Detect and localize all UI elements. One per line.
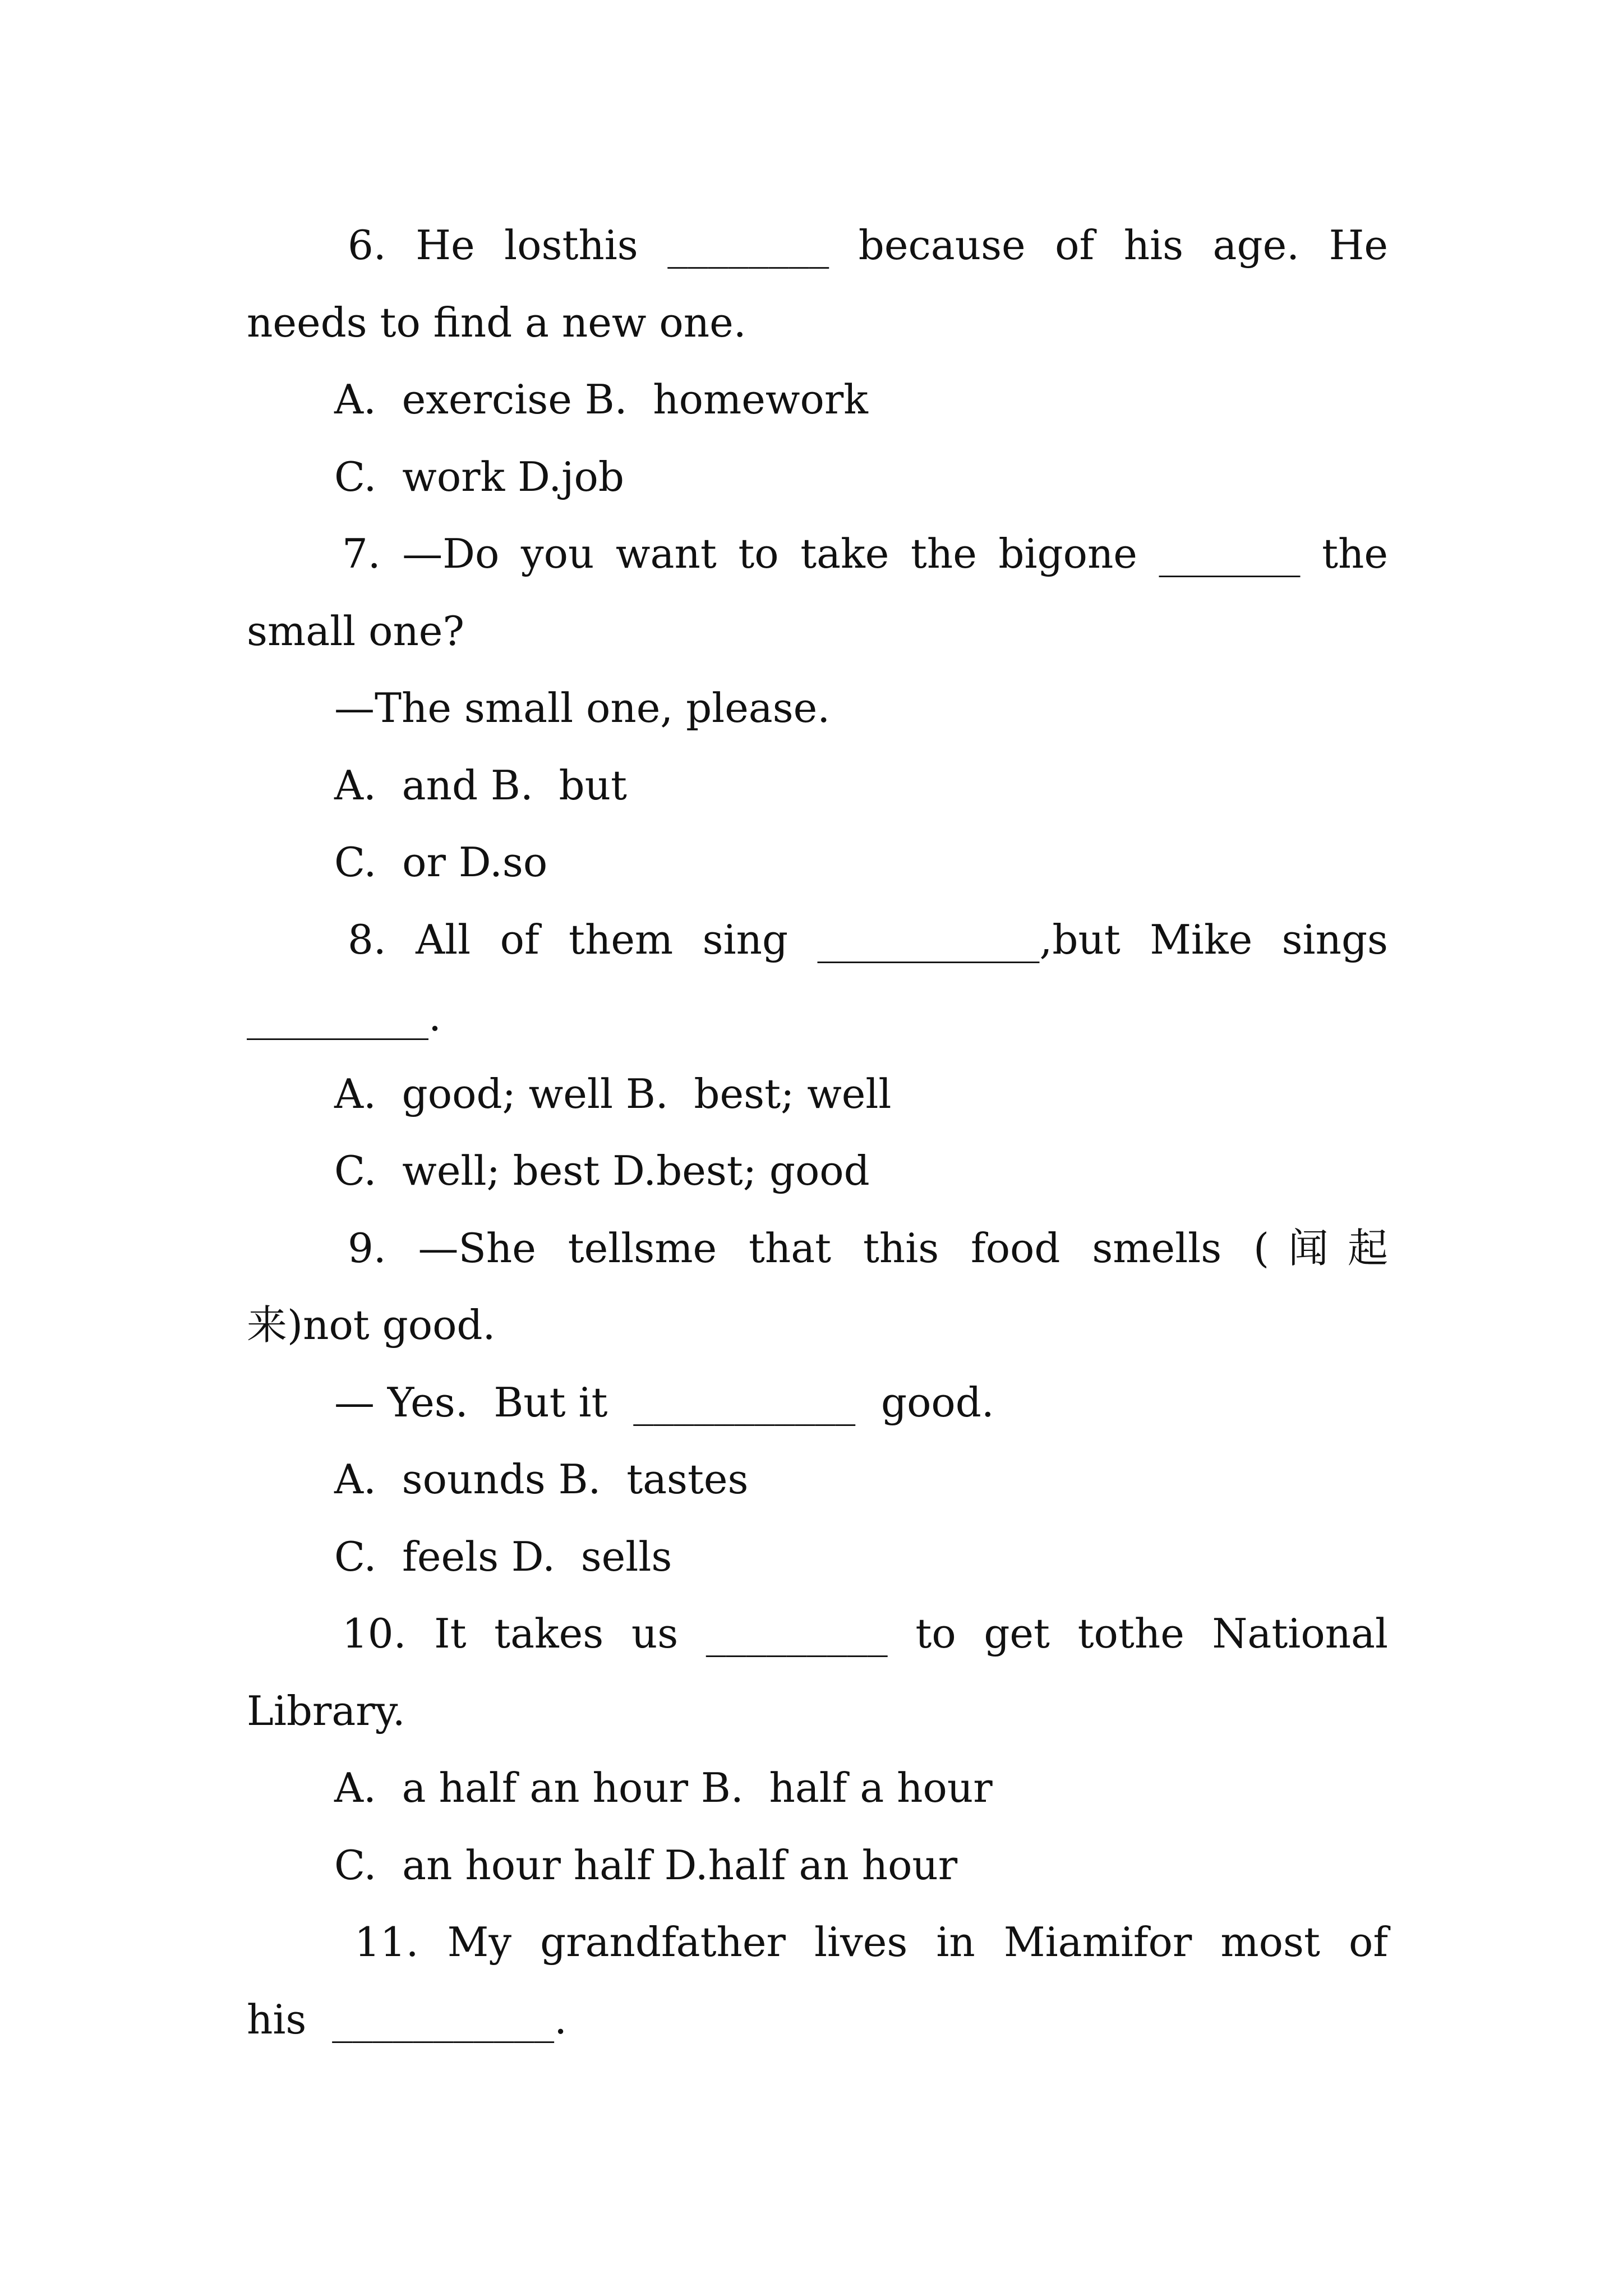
question-9-options-line-2: C. feels D. sells <box>334 1533 672 1580</box>
question-11-stem-line-1: 11. My grandfather lives in Miamifor most of <box>354 1918 1388 1966</box>
question-6-options-line-2: C. work D.job <box>334 453 624 500</box>
question-6-options-line-1: A. exercise B. homework <box>334 376 868 423</box>
question-10-options-line-2: C. an hour half D.half an hour <box>334 1842 958 1889</box>
question-8-stem-line-1: 8. All of them sing ___________,but Mike sings <box>348 916 1388 963</box>
question-9-stem-line-1: 9. —She tellsme that this food smells (闻起 <box>348 1225 1388 1272</box>
question-7-stem-line-2: small one? <box>247 608 465 655</box>
question-9-stem-line-2: 来)not good. <box>247 1301 496 1349</box>
question-11-stem-line-2: his ___________. <box>247 1996 568 2043</box>
question-6-stem-line-2: needs to find a new one. <box>247 299 746 346</box>
question-9-response: — Yes. But it ___________ good. <box>334 1379 994 1426</box>
question-10-options-line-1: A. a half an hour B. half a hour <box>334 1764 993 1811</box>
question-9-options-line-1: A. sounds B. tastes <box>334 1456 749 1503</box>
question-6-stem-line-1: 6. He losthis ________ because of his age. He <box>348 222 1388 269</box>
question-8-options-line-2: C. well; best D.best; good <box>334 1147 870 1194</box>
question-7-stem-line-1: 7. —Do you want to take the bigone _______ the <box>342 530 1388 577</box>
question-8-stem-line-2: _________. <box>247 993 441 1040</box>
question-10-stem-line-2: Library. <box>247 1687 405 1734</box>
question-7-options-line-2: C. or D.so <box>334 839 548 886</box>
question-7-response: —The small one, please. <box>334 684 831 731</box>
question-10-stem-line-1: 10. It takes us _________ to get tothe National <box>342 1610 1388 1657</box>
question-8-options-line-1: A. good; well B. best; well <box>334 1070 892 1117</box>
question-7-options-line-1: A. and B. but <box>334 762 627 809</box>
